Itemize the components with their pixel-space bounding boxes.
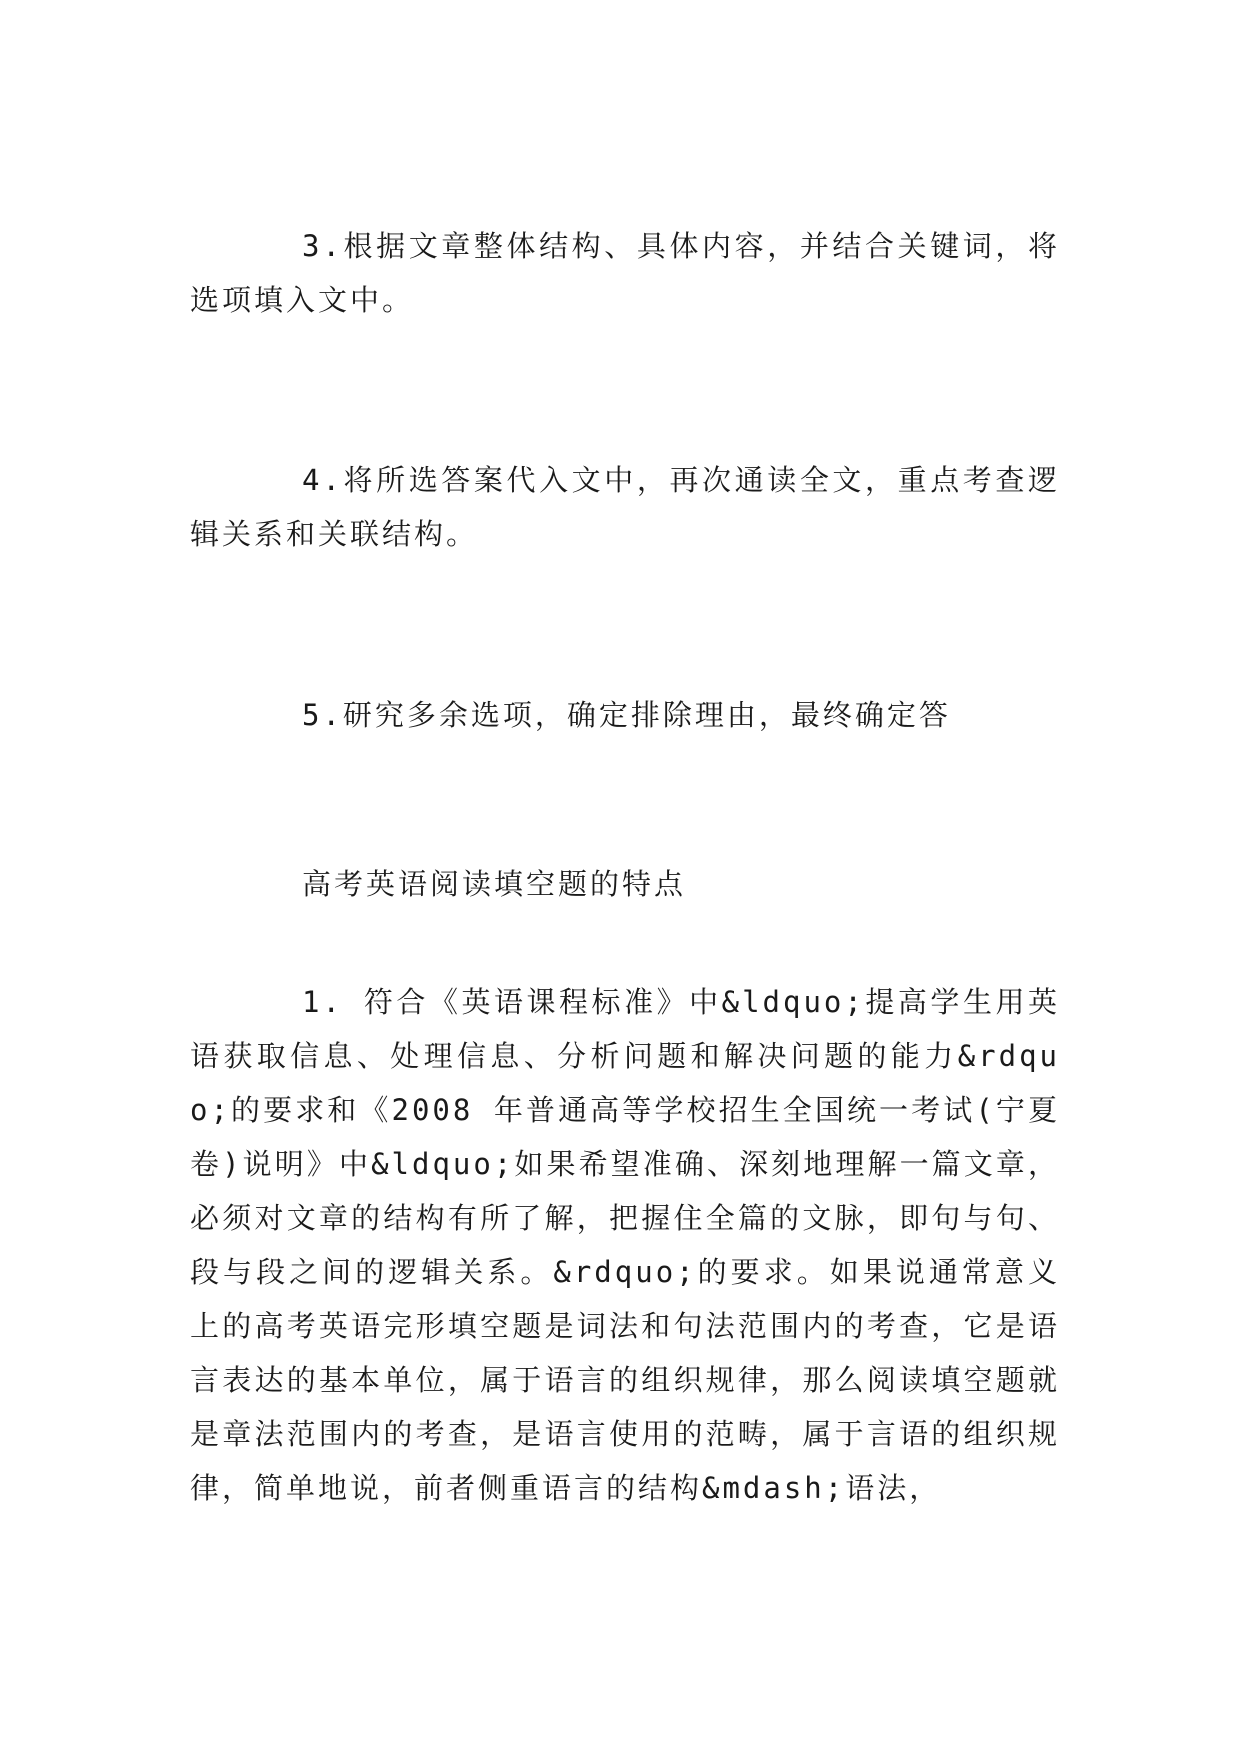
step-5-paragraph: 5.研究多余选项，确定排除理由，最终确定答 (302, 698, 951, 732)
step-4-paragraph: 4.将所选答案代入文中，再次通读全文，重点考查逻辑关系和关联结构。 (190, 463, 1060, 551)
step-3-paragraph: 3.根据文章整体结构、具体内容，并结合关键词，将选项填入文中。 (190, 229, 1060, 317)
section-heading: 高考英语阅读填空题的特点 (302, 867, 687, 901)
feature-1-paragraph: 1. 符合《英语课程标准》中&ldquo;提高学生用英语获取信息、处理信息、分析问题和解决问题的能力&rdquo;的要求和《2008 年普通高等学校招生全国统一考试(宁夏卷)说明》中&ldquo;如果希望准确、深刻地理解一篇文章，必须对文章的结构有所了解，把握住全篇的文脉，即句与句、段与段之间的逻辑关系。&rdquo;的要求。如果说通常意义上的高考英语完形填空题是词法和句法范围内的考查，它是语言表达的基本单位，属于语言的组织规律，那么阅读填空题就是章法范围内的考查，是语言使用的范畴，属于言语的组织规律，简单地说，前者侧重语言的结构&mdash;语法， (190, 985, 1060, 1505)
